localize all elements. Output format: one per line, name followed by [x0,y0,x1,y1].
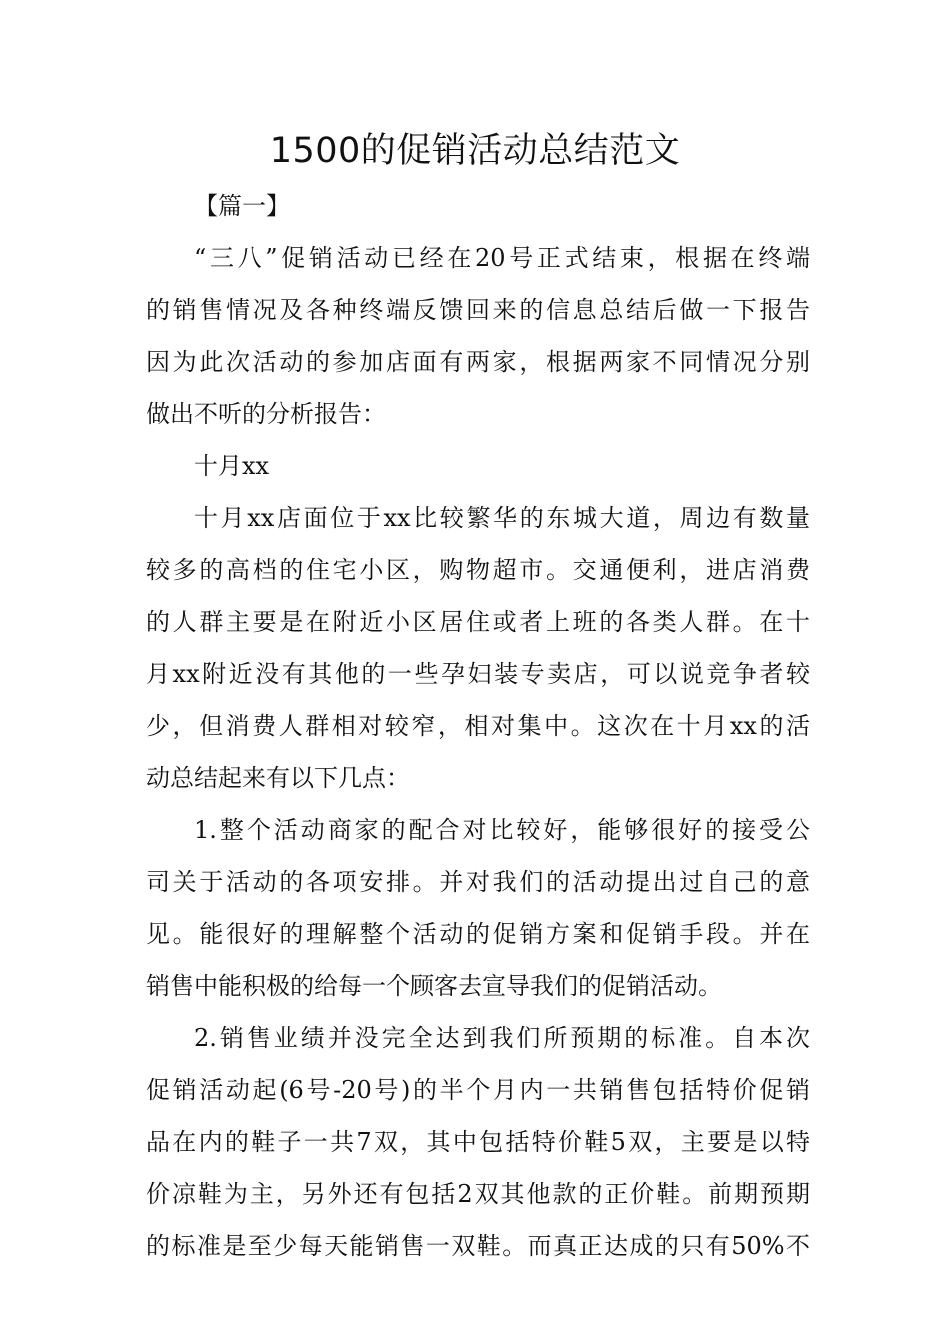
paragraph-2 [146,440,810,492]
paragraph-line: 价凉鞋为主，另外还有包括2双其他款的正价鞋。前期预期 [146,1180,810,1208]
document-title: 1500的促销活动总结范文 [269,131,681,171]
paragraph-line: 月xx附近没有其他的一些孕妇装专卖店，可以说竞争者较 [146,660,810,688]
document-body [146,180,810,1272]
section-heading: 【篇一】 [194,192,290,220]
paragraph-line: 做出不听的分析报告： [146,400,386,428]
paragraph-line: 1.整个活动商家的配合对比较好，能够很好的接受公 [194,816,810,844]
paragraph-line: 2.销售业绩并没完全达到我们所预期的标准。自本次 [194,1024,810,1052]
paragraph-1 [146,232,810,440]
paragraph-5 [146,1012,810,1272]
paragraph-4 [146,804,810,1012]
paragraph-line: “三八”促销活动已经在20号正式结束，根据在终端 [194,244,810,272]
paragraph-line: 促销活动起(6号-20号)的半个月内一共销售包括特价促销 [146,1076,810,1104]
paragraph-line: 品在内的鞋子一共7双，其中包括特价鞋5双，主要是以特 [146,1128,810,1156]
paragraph-line: 的人群主要是在附近小区居住或者上班的各类人群。在十 [146,608,810,636]
paragraph-line: 的销售情况及各种终端反馈回来的信息总结后做一下报告 [146,296,810,324]
paragraph-line: 因为此次活动的参加店面有两家，根据两家不同情况分别 [146,348,810,376]
paragraph-line: 十月xx [194,452,270,480]
paragraph-line: 销售中能积极的给每一个顾客去宣导我们的促销活动。 [146,972,722,1000]
paragraph-line: 的标准是至少每天能销售一双鞋。而真正达成的只有50%不 [146,1232,810,1260]
paragraph-line: 少，但消费人群相对较窄，相对集中。这次在十月xx的活 [146,712,810,740]
paragraph-line: 司关于活动的各项安排。并对我们的活动提出过自己的意 [146,868,810,896]
paragraph-3 [146,492,810,804]
paragraph-line: 较多的高档的住宅小区，购物超市。交通便利，进店消费 [146,556,810,584]
paragraph-line: 动总结起来有以下几点： [146,764,410,792]
paragraph-line: 十月xx店面位于xx比较繁华的东城大道，周边有数量 [194,504,810,532]
paragraph-line: 见。能很好的理解整个活动的促销方案和促销手段。并在 [146,920,810,948]
